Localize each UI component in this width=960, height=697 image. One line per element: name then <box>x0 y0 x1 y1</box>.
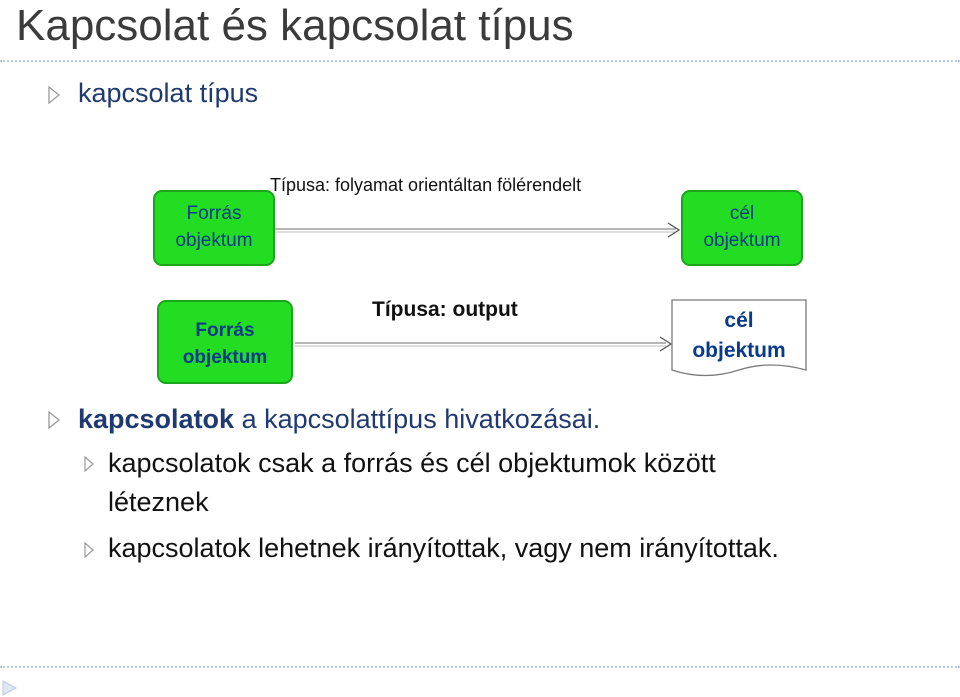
footer-divider <box>0 666 960 668</box>
bullet-triangle-icon <box>48 411 60 429</box>
bullet-kapcsolatok-rest: a kapcsolattípus hivatkozásai. <box>234 404 601 434</box>
target-object-box-row1 <box>681 190 803 266</box>
relationship-type-label-row2: Típusa: output <box>372 298 518 321</box>
target-document-label <box>672 306 806 366</box>
target-object-line2: objektum <box>692 339 786 362</box>
corner-triangle-icon <box>2 680 18 696</box>
sub-bullet-2: kapcsolatok lehetnek irányítottak, vagy nem irányítottak. <box>108 533 779 563</box>
target-object-line2: objektum <box>703 230 781 251</box>
source-object-line2: objektum <box>175 230 253 251</box>
source-object-box-row1 <box>153 190 275 266</box>
sub-bullet-triangle-icon <box>84 456 94 472</box>
target-object-line1: cél <box>729 203 755 224</box>
bullet-kapcsolat-tipus: kapcsolat típus <box>78 78 259 108</box>
sub-bullet-1-line2: léteznek <box>108 487 209 517</box>
source-object-line2: objektum <box>182 347 268 368</box>
relationship-type-label-row1: Típusa: folyamat orientáltan fölérendelt <box>270 175 582 195</box>
arrowhead-row1 <box>668 223 679 237</box>
sub-bullet-1-line1: kapcsolatok csak a forrás és cél objektumok között <box>108 448 716 478</box>
bullet-kapcsolatok <box>78 404 600 435</box>
target-object-line1: cél <box>724 309 754 332</box>
source-object-line1: Forrás <box>186 203 242 224</box>
sub-bullet-triangle-icon <box>84 542 94 558</box>
slide-title: Kapcsolat és kapcsolat típus <box>16 1 574 50</box>
source-object-line1: Forrás <box>195 320 255 341</box>
source-object-box-row2 <box>157 300 293 384</box>
arrowhead-row2 <box>660 337 671 351</box>
bullet-kapcsolatok-bold: kapcsolatok <box>78 404 235 434</box>
